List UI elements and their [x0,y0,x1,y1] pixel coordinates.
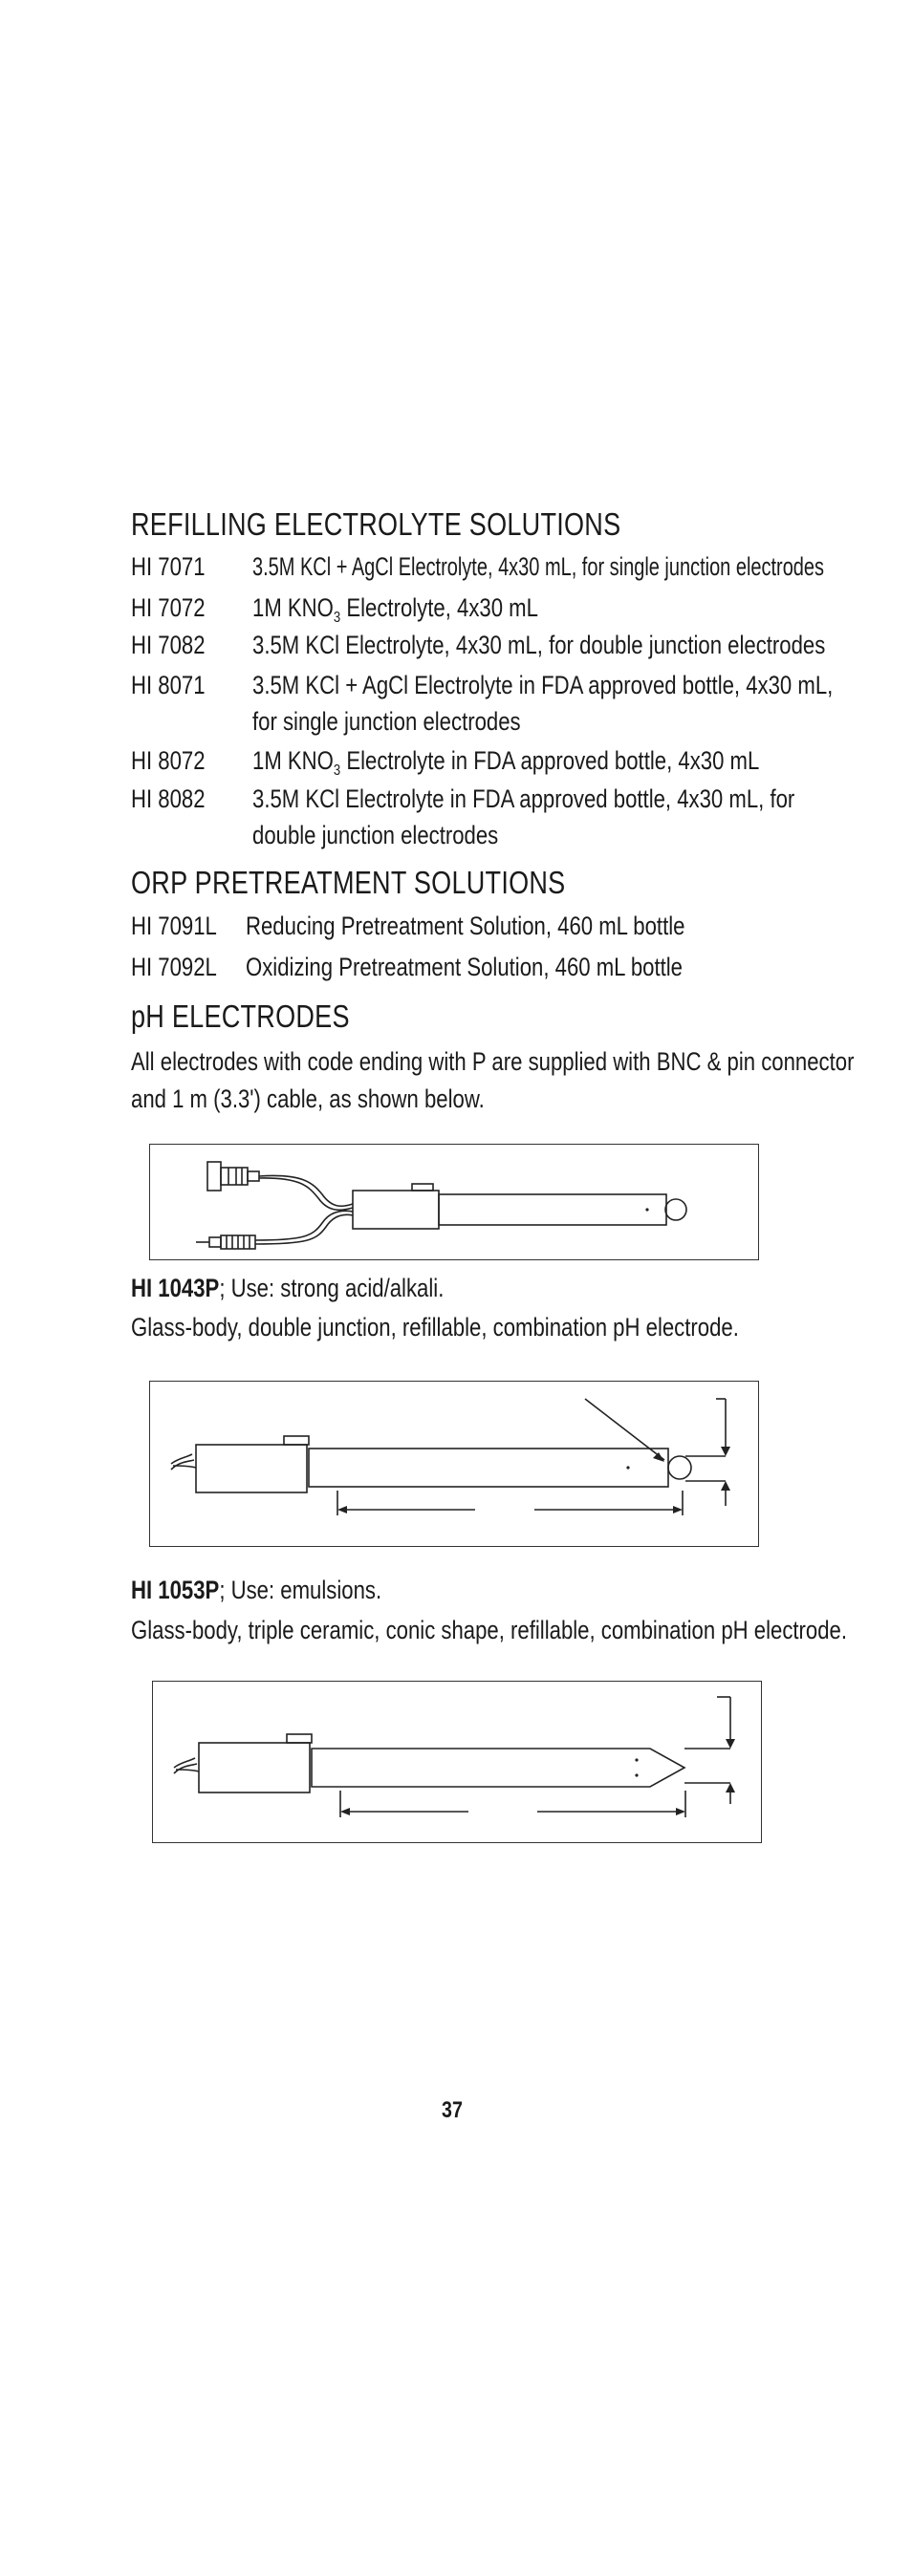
product-description-line2: for single junction electrodes [252,707,521,736]
electrode-use: ; Use: emulsions. [219,1576,382,1604]
product-description: 3.5M KCl + AgCl Electrolyte in FDA approved bottle, 4x30 mL, [252,671,834,699]
product-code: HI 7071 [131,552,206,581]
orp-heading [131,865,661,901]
electrode-hi1053p-drawing [153,1682,761,1842]
intro-text: and 1 m (3.3') cable, as shown below. [131,1084,485,1113]
electrode-with-cable-figure [149,1144,759,1260]
electrode-hi1053p-title [131,1572,437,1608]
ph-heading-text: pH ELECTRODES [131,998,350,1034]
electrode-hi1053p-figure [152,1681,762,1843]
orp-heading-text: ORP PRETREATMENT SOLUTIONS [131,865,566,900]
product-description: Reducing Pretreatment Solution, 460 mL bottle [246,912,685,940]
product-code: HI 8071 [131,671,206,699]
product-description: Oxidizing Pretreatment Solution, 460 mL bottle [246,953,683,981]
electrode-code: HI 1053P [131,1576,220,1604]
electrode-description: Glass-body, triple ceramic, conic shape, refillable, combination pH electrode. [131,1616,848,1644]
product-code: HI 8072 [131,746,206,775]
electrode-description: Glass-body, double junction, refillable, combination pH electrode. [131,1313,739,1342]
subscript: 3 [333,762,341,779]
ph-heading [131,998,398,1035]
product-code: HI 7092L [131,953,217,981]
product-description-line2: double junction electrodes [252,821,499,849]
intro-text: All electrodes with code ending with P are supplied with BNC & pin connector [131,1047,855,1076]
electrode-hi1043p-drawing [150,1382,758,1546]
electrode-hi1043p-description [131,1309,872,1345]
ph-intro-line1 [131,1043,912,1080]
electrode-cable-drawing [150,1145,758,1259]
product-code: HI 7072 [131,593,206,622]
description-rest: Electrolyte in FDA approved bottle, 4x30 mL [340,746,760,775]
page-number-text: 37 [442,2097,463,2123]
product-code: HI 7082 [131,631,206,659]
page-number [442,2097,467,2124]
formula-text: 1M KNO [252,746,334,775]
electrode-use: ; Use: strong acid/alkali. [219,1274,445,1302]
description-rest: Electrolyte, 4x30 mL [340,593,538,622]
refilling-heading [131,506,728,543]
formula-text: 1M KNO [252,593,334,622]
product-code: HI 7091L [131,912,217,940]
subscript: 3 [333,610,341,626]
product-description: 3.5M KCl + AgCl Electrolyte, 4x30 mL, for single junction electrodes [252,552,825,581]
electrode-hi1053p-description [131,1612,912,1648]
refilling-heading-text: REFILLING ELECTROLYTE SOLUTIONS [131,506,621,542]
electrode-hi1043p-figure [149,1381,759,1547]
product-code: HI 8082 [131,784,206,813]
ph-intro-line2 [131,1081,562,1117]
product-description: 3.5M KCl Electrolyte in FDA approved bottle, 4x30 mL, for [252,784,795,813]
product-description: 3.5M KCl Electrolyte, 4x30 mL, for double junction electrodes [252,631,826,659]
electrode-code: HI 1043P [131,1274,220,1302]
electrode-hi1043p-title [131,1270,512,1306]
